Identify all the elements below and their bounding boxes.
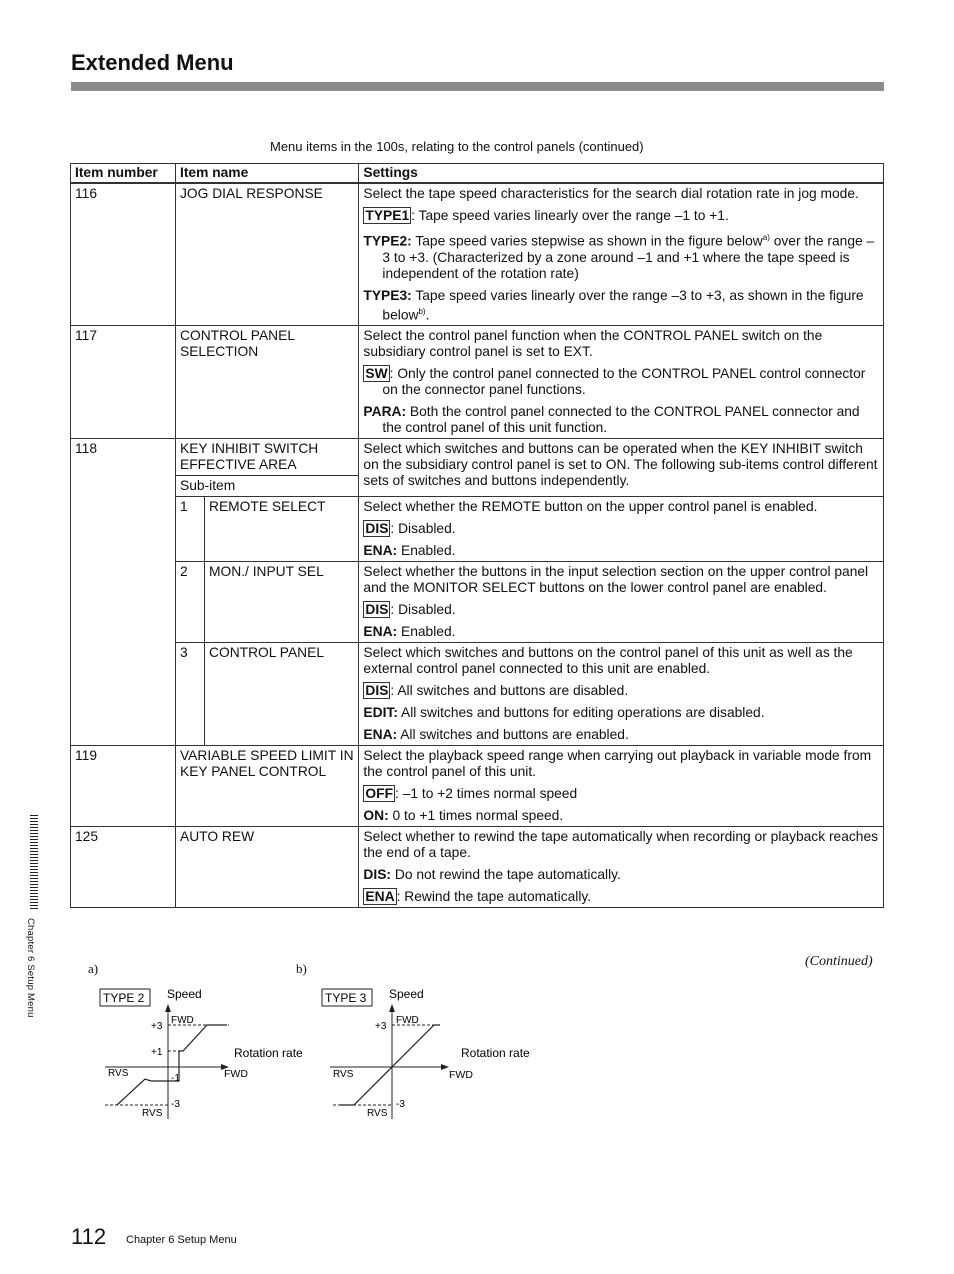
header-item-number: Item number <box>71 164 176 184</box>
settings-cell <box>359 439 884 497</box>
subitem-row <box>71 562 884 643</box>
option-key: ON: <box>363 808 389 824</box>
default-option-key: OFF <box>365 786 394 802</box>
option-key: EDIT: <box>363 705 398 721</box>
item-number: 118 <box>71 439 176 746</box>
setting-option <box>363 786 879 802</box>
setting-option <box>363 624 879 640</box>
option-text: Enabled. <box>397 543 456 559</box>
table-row <box>71 827 884 908</box>
settings-cell <box>359 183 884 326</box>
table-row <box>71 746 884 827</box>
item-name: CONTROL PANEL SELECTION <box>176 326 359 439</box>
option-text: . <box>425 307 430 323</box>
settings-intro: Select whether the buttons in the input selection section on the upper control panel and the MONITOR SELECT buttons on the lower control panel are enabled. <box>363 564 869 596</box>
settings-intro: Select whether the REMOTE button on the upper control panel is enabled. <box>363 499 818 515</box>
item-name: KEY INHIBIT SWITCH EFFECTIVE AREA <box>176 439 359 476</box>
figure-a-type2-graph <box>95 982 320 1122</box>
figure-b-label: b) <box>296 961 307 976</box>
option-text: All switches and buttons are enabled. <box>397 727 629 743</box>
speed-curve <box>340 1025 440 1105</box>
header-item-name: Item name <box>176 164 359 184</box>
settings-intro: Select the control panel function when the CONTROL PANEL switch on the subsidiary control panel is set to EXT. <box>363 328 823 360</box>
option-text: : Disabled. <box>390 602 456 618</box>
option-text: All switches and buttons for editing operations are disabled. <box>397 705 765 721</box>
header-settings: Settings <box>359 164 884 184</box>
table-row <box>71 439 884 476</box>
footnote-ref: b) <box>418 306 426 316</box>
title-underline-bar <box>71 82 884 91</box>
option-key: TYPE3: <box>363 287 412 303</box>
option-text: over the range –3 to +3. (Characterized by a zone around –1 and +1 where the tape speed is independent of the rotation rate) <box>382 233 875 281</box>
setting-option <box>363 543 879 559</box>
option-text: Tape speed varies linearly over the range –3 to +3, as shown in the figure below <box>382 287 864 323</box>
default-option-key: DIS <box>365 521 389 537</box>
setting-option <box>363 366 879 398</box>
table-header-row <box>71 164 884 184</box>
option-key: PARA: <box>363 404 407 420</box>
subitem-number: 1 <box>176 497 205 562</box>
settings-intro: Select whether to rewind the tape automatically when recording or playback reaches the end of a tape. <box>363 829 879 861</box>
settings-intro: Select which switches and buttons can be operated when the KEY INHIBIT switch on the subsidiary control panel is set to ON. The following sub-items control different sets of switches and buttons independently. <box>363 441 878 489</box>
subitem-number: 3 <box>176 643 205 746</box>
figure-a-label: a) <box>88 961 99 976</box>
settings-cell <box>359 326 884 439</box>
menu-items-table <box>70 163 884 908</box>
item-name: VARIABLE SPEED LIMIT IN KEY PANEL CONTROL <box>176 746 359 827</box>
option-text: Both the control panel connected to the CONTROL PANEL connector and the control panel of this unit function. <box>382 404 860 436</box>
setting-option <box>363 208 879 224</box>
setting-option <box>363 230 879 282</box>
option-text: : All switches and buttons are disabled. <box>390 683 629 699</box>
default-option-key: SW <box>365 366 388 382</box>
setting-option <box>363 683 879 699</box>
figure-type-label: TYPE 2 <box>103 991 145 1005</box>
item-number: 119 <box>71 746 176 827</box>
subitem-name: MON./ INPUT SEL <box>205 562 359 643</box>
option-key: TYPE2: <box>363 233 412 249</box>
option-key: ENA: <box>363 727 398 743</box>
fwd-top-label: FWD <box>396 1015 419 1026</box>
figure-type-label: TYPE 3 <box>325 991 367 1005</box>
setting-option <box>363 867 879 883</box>
y-axis-arrow <box>389 1004 395 1012</box>
setting-option <box>363 288 879 324</box>
chapter-tab-marker <box>30 815 38 911</box>
tick-plus3: +3 <box>375 1021 387 1032</box>
tick-minus3: -3 <box>396 1099 405 1110</box>
setting-option <box>363 727 879 743</box>
subitem-row <box>71 643 884 746</box>
footer-chapter: Chapter 6 Setup Menu <box>126 1234 237 1246</box>
subitem-name: CONTROL PANEL <box>205 643 359 746</box>
item-number: 117 <box>71 326 176 439</box>
footnote-ref: a) <box>762 233 770 242</box>
tick-plus3: +3 <box>151 1021 163 1032</box>
option-text: : Rewind the tape automatically. <box>396 889 592 905</box>
option-text: Tape speed varies stepwise as shown in the figure below <box>411 233 763 249</box>
item-number: 116 <box>71 183 176 326</box>
y-axis-label: Speed <box>389 987 424 1001</box>
rvs-bottom-label: RVS <box>367 1108 388 1119</box>
option-text: : Tape speed varies linearly over the range –1 to +1. <box>411 208 729 223</box>
default-option-key: DIS <box>365 683 389 699</box>
option-text: 0 to +1 times normal speed. <box>388 808 564 824</box>
rvs-left-label: RVS <box>333 1069 354 1080</box>
settings-cell <box>359 643 884 746</box>
item-number: 125 <box>71 827 176 908</box>
setting-option <box>363 404 879 436</box>
option-text: Do not rewind the tape automatically. <box>391 867 621 883</box>
settings-cell <box>359 497 884 562</box>
option-key: ENA: <box>363 624 398 640</box>
default-option-key: DIS <box>365 602 389 618</box>
fwd-right-label: FWD <box>449 1069 473 1081</box>
setting-option <box>363 889 879 905</box>
option-text: Enabled. <box>397 624 456 640</box>
x-axis-label: Rotation rate <box>234 1046 303 1060</box>
fwd-right-label: FWD <box>224 1068 248 1080</box>
rvs-left-label: RVS <box>108 1068 129 1079</box>
settings-intro: Select the playback speed range when carrying out playback in variable mode from the control panel of this unit. <box>363 748 872 780</box>
rvs-bottom-label: RVS <box>142 1108 163 1119</box>
page-title: Extended Menu <box>71 50 234 75</box>
tick-plus1: +1 <box>151 1047 163 1058</box>
y-axis-arrow <box>165 1004 171 1012</box>
option-text: : Disabled. <box>390 521 456 537</box>
option-text: : Only the control panel connected to the CONTROL PANEL control connector on the connector panel functions. <box>382 366 866 398</box>
page-number: 112 <box>71 1224 107 1249</box>
option-key: DIS: <box>363 867 392 883</box>
default-option-key: TYPE1 <box>365 208 410 223</box>
sidebar-chapter-label: Chapter 6 Setup Menu <box>25 918 36 1018</box>
table-caption: Menu items in the 100s, relating to the control panels (continued) <box>270 139 644 154</box>
settings-intro: Select the tape speed characteristics for the search dial rotation rate in jog mode. <box>363 186 859 201</box>
subitem-row <box>71 497 884 562</box>
setting-option <box>363 602 879 618</box>
setting-option <box>363 808 879 824</box>
table-row <box>71 326 884 439</box>
speed-curve <box>117 1025 227 1105</box>
tick-minus1: -1 <box>171 1073 180 1084</box>
subitem-name: REMOTE SELECT <box>205 497 359 562</box>
settings-intro: Select which switches and buttons on the control panel of this unit as well as the external control panel connected to this unit are enabled. <box>363 645 853 677</box>
option-key: ENA: <box>363 543 398 559</box>
continued-note: (Continued) <box>805 954 873 969</box>
subitem-number: 2 <box>176 562 205 643</box>
x-axis-arrow <box>441 1064 449 1070</box>
setting-option <box>363 521 879 537</box>
x-axis-label: Rotation rate <box>461 1046 530 1060</box>
table-row <box>71 183 884 326</box>
setting-option <box>363 705 879 721</box>
settings-cell <box>359 562 884 643</box>
item-name: AUTO REW <box>176 827 359 908</box>
subitem-label: Sub-item <box>176 476 359 497</box>
settings-cell <box>359 827 884 908</box>
item-name: JOG DIAL RESPONSE <box>176 183 359 326</box>
fwd-top-label: FWD <box>171 1015 194 1026</box>
tick-minus3: -3 <box>171 1099 180 1110</box>
figure-b-type3-graph <box>318 982 548 1122</box>
y-axis-label: Speed <box>167 987 202 1001</box>
option-text: : –1 to +2 times normal speed <box>395 786 578 802</box>
default-option-key: ENA <box>365 889 395 905</box>
settings-cell <box>359 746 884 827</box>
